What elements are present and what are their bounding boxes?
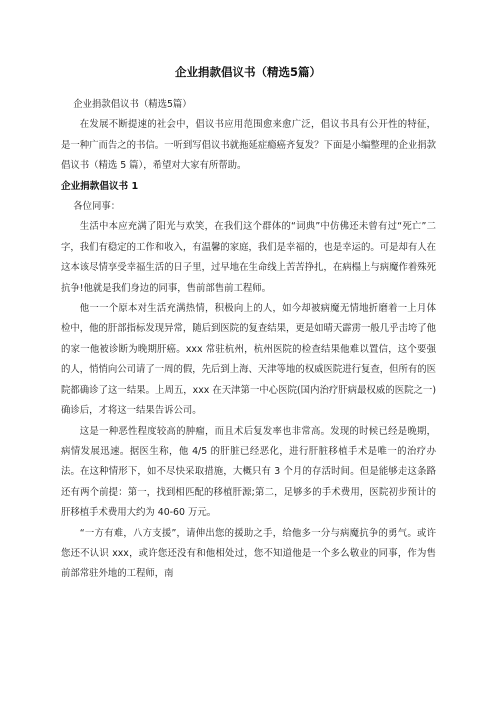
body-paragraph-3: 这是一种恶性程度较高的肿瘤，而且术后复发率也非常高。发现的时候已经是晚期，病情发展迅速。据医生称，他 4/5 的肝脏已经恶化，进行肝脏移植手术是唯一的治疗办法。在这种情形下，如不尽快采取措施，大概只有 3 个月的存活时间。但是能够走这条路还有两个前提：第一，找到相匹配的移植肝源;第二，足够多的手术费用，医院初步预计的肝移植手术费用大约为 40-60 万元。 <box>61 425 436 519</box>
intro-paragraph: 在发展不断提速的社会中，倡议书应用范围愈来愈广泛，倡议书具有公开性的特征，是一种广而告之的书信。一听到写倡议书就拖延症瘾癌齐复发？下面是小编整理的企业捐款倡议书（精选 5 篇），希望对大家有所帮助。 <box>61 119 437 172</box>
body-paragraph-4: “一方有难，八方支援”，请伸出您的援助之手，给他多一分与病魔抗争的勇气。或许您还不认识 xxx，或许您还没有和他相处过，您不知道他是一个多么敬业的同事，作为售前部常驻外地的工程师，南 <box>61 527 436 580</box>
body-paragraph-2: 他一一个原本对生活充满热情，积极向上的人，如今却被病魔无情地折磨着一上月体检中，他的肝部指标发现异常，随后到医院的复查结果，更是如晴天霹雳一般几乎击垮了他的家一他被诊断为晚期肝癌。xxx 常驻杭州，杭州医院的检查结果他难以置信，这个要强的人，悄悄向公司请了一周的假，先后到上海、天津等地的权威医院进行复查，但所有的医院都确诊了这一结果。上周五，xxx 在天津第一中心医院(国内治疗肝病最权威的医院之一)确诊后，才将这一结果告诉公司。 <box>61 303 437 417</box>
salutation: 各位同事： <box>73 201 121 213</box>
document-body <box>61 95 436 585</box>
document-subtitle: 企业捐款倡议书（精选5篇） <box>73 99 192 110</box>
document-title: 企业捐款倡议书（精选5篇） <box>174 65 321 79</box>
body-paragraph-1: 生活中本应充满了阳光与欢笑，在我们这个群体的“词典”中仿佛还未曾有过“死亡”二字，我们有稳定的工作和收入，有温馨的家庭，我们是幸福的，也是幸运的。可是却有人在这本该尽情享受幸福生活的日子里，过早地在生命线上苦苦挣扎，在病榻上与病魔作着殊死抗争!他就是我们身边的同事，售前部售前工程师。 <box>61 221 437 294</box>
section-heading: 企业捐款倡议书 1 <box>61 180 139 192</box>
